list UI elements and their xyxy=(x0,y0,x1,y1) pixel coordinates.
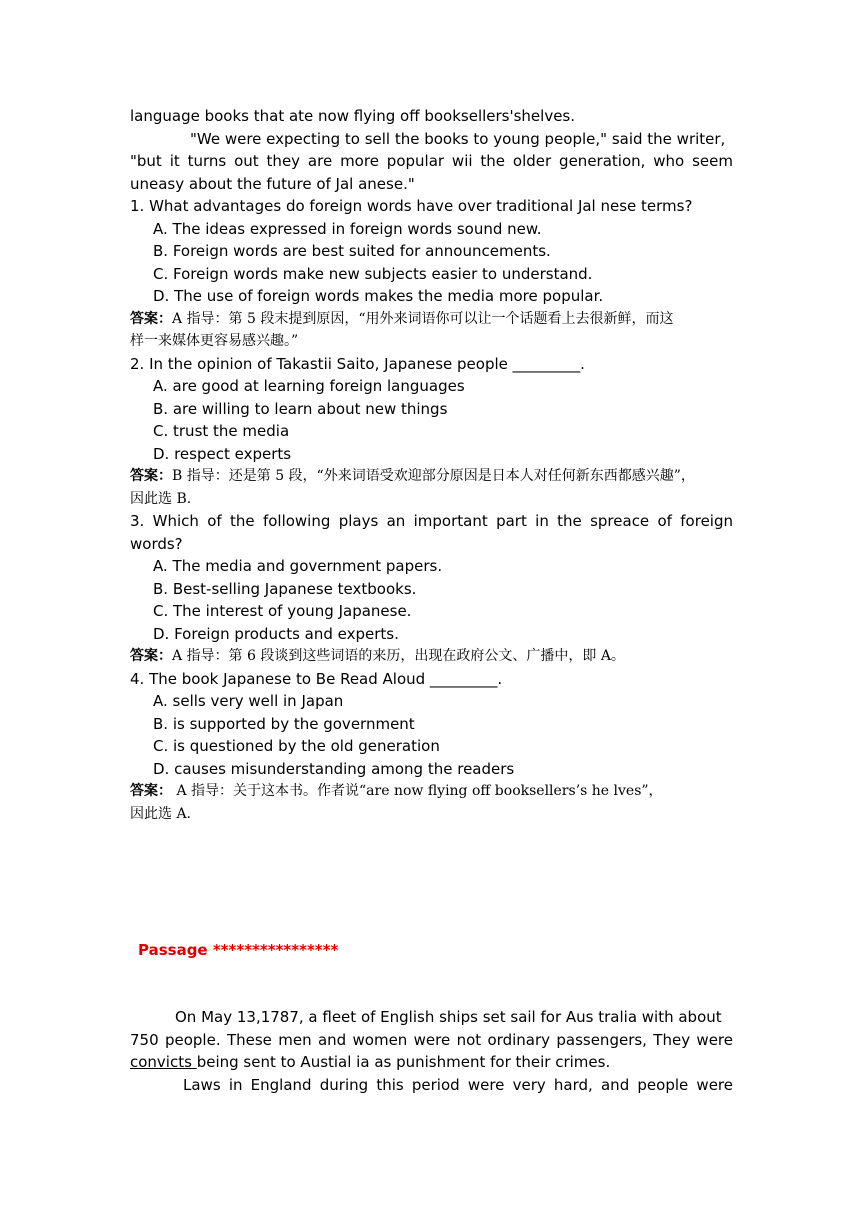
option-b: B. is supported by the government xyxy=(153,715,415,733)
option-a: A. The media and government papers. xyxy=(153,557,443,575)
question-stem: 2. In the opinion of Takastii Saito, Japanese people _________. xyxy=(130,355,585,373)
option-b: B. Best-selling Japanese textbooks. xyxy=(153,580,417,598)
option-d: D. The use of foreign words makes the media more popular. xyxy=(153,287,604,305)
option-d: D. causes misunderstanding among the readers xyxy=(153,760,515,778)
option-a: A. sells very well in Japan xyxy=(153,692,344,710)
answer-text: A 指导：第 5 段末提到原因，“用外来词语你可以让一个话题看上去很新鲜，而这 xyxy=(172,311,674,327)
option-a: A. are good at learning foreign languages xyxy=(153,377,465,395)
option-c: C. is questioned by the old generation xyxy=(153,737,440,755)
underlined-word: convicts xyxy=(130,1053,197,1071)
passage-line: On May 13,1787, a fleet of English ships set sail for Aus tralia with about xyxy=(175,1008,722,1026)
question-stem: words? xyxy=(130,535,183,553)
intro-line: "but it turns out they are more popular wii the older generation, who seem xyxy=(130,152,733,170)
passage-line: Laws in England during this period were very hard, and people were xyxy=(183,1076,733,1094)
passage-heading: Passage **************** xyxy=(138,941,339,959)
option-a: A. The ideas expressed in foreign words sound new. xyxy=(153,220,542,238)
intro-line: uneasy about the future of Jal anese." xyxy=(130,175,415,193)
answer-line: 样一来媒体更容易感兴趣。” xyxy=(130,333,299,349)
answer-label: 答案： xyxy=(130,648,172,664)
answer-line xyxy=(130,465,733,487)
question-stem: 3. Which of the following plays an important part in the spreace of foreign xyxy=(130,512,733,530)
option-c: C. trust the media xyxy=(153,422,290,440)
answer-text: A 指导：第 6 段谈到这些词语的来历，出现在政府公文、广播中，即 A。 xyxy=(172,648,625,664)
intro-line: "We were expecting to sell the books to young people," said the writer, xyxy=(190,130,726,148)
answer-line xyxy=(130,308,733,330)
answer-text: A 指导：关于这本书。作者说“are now flying off booksellers’s he lves”， xyxy=(172,783,663,799)
option-b: B. are willing to learn about new things xyxy=(153,400,448,418)
option-c: C. The interest of young Japanese. xyxy=(153,602,412,620)
question-stem: 4. The book Japanese to Be Read Aloud _________. xyxy=(130,670,503,688)
answer-line xyxy=(130,780,733,802)
option-d: D. Foreign products and experts. xyxy=(153,625,399,643)
answer-line xyxy=(130,645,733,667)
option-d: D. respect experts xyxy=(153,445,292,463)
answer-label: 答案： xyxy=(130,468,172,484)
answer-label: 答案： xyxy=(130,311,172,327)
answer-line: 因此选 B. xyxy=(130,491,192,507)
answer-text: B 指导：还是第 5 段，“外来词语受欢迎部分原因是日本人对任何新东西都感兴趣”， xyxy=(172,468,695,484)
passage-line xyxy=(130,1051,733,1073)
passage-line: 750 people. These men and women were not ordinary passengers, They were xyxy=(130,1031,733,1049)
answer-line: 因此选 A. xyxy=(130,806,192,822)
intro-line: language books that ate now flying off booksellers'shelves. xyxy=(130,107,576,125)
question-stem: 1. What advantages do foreign words have over traditional Jal nese terms? xyxy=(130,197,693,215)
option-b: B. Foreign words are best suited for announcements. xyxy=(153,242,551,260)
passage-text: being sent to Austial ia as punishment for their crimes. xyxy=(196,1053,611,1071)
option-c: C. Foreign words make new subjects easier to understand. xyxy=(153,265,593,283)
answer-label: 答案： xyxy=(130,783,172,799)
